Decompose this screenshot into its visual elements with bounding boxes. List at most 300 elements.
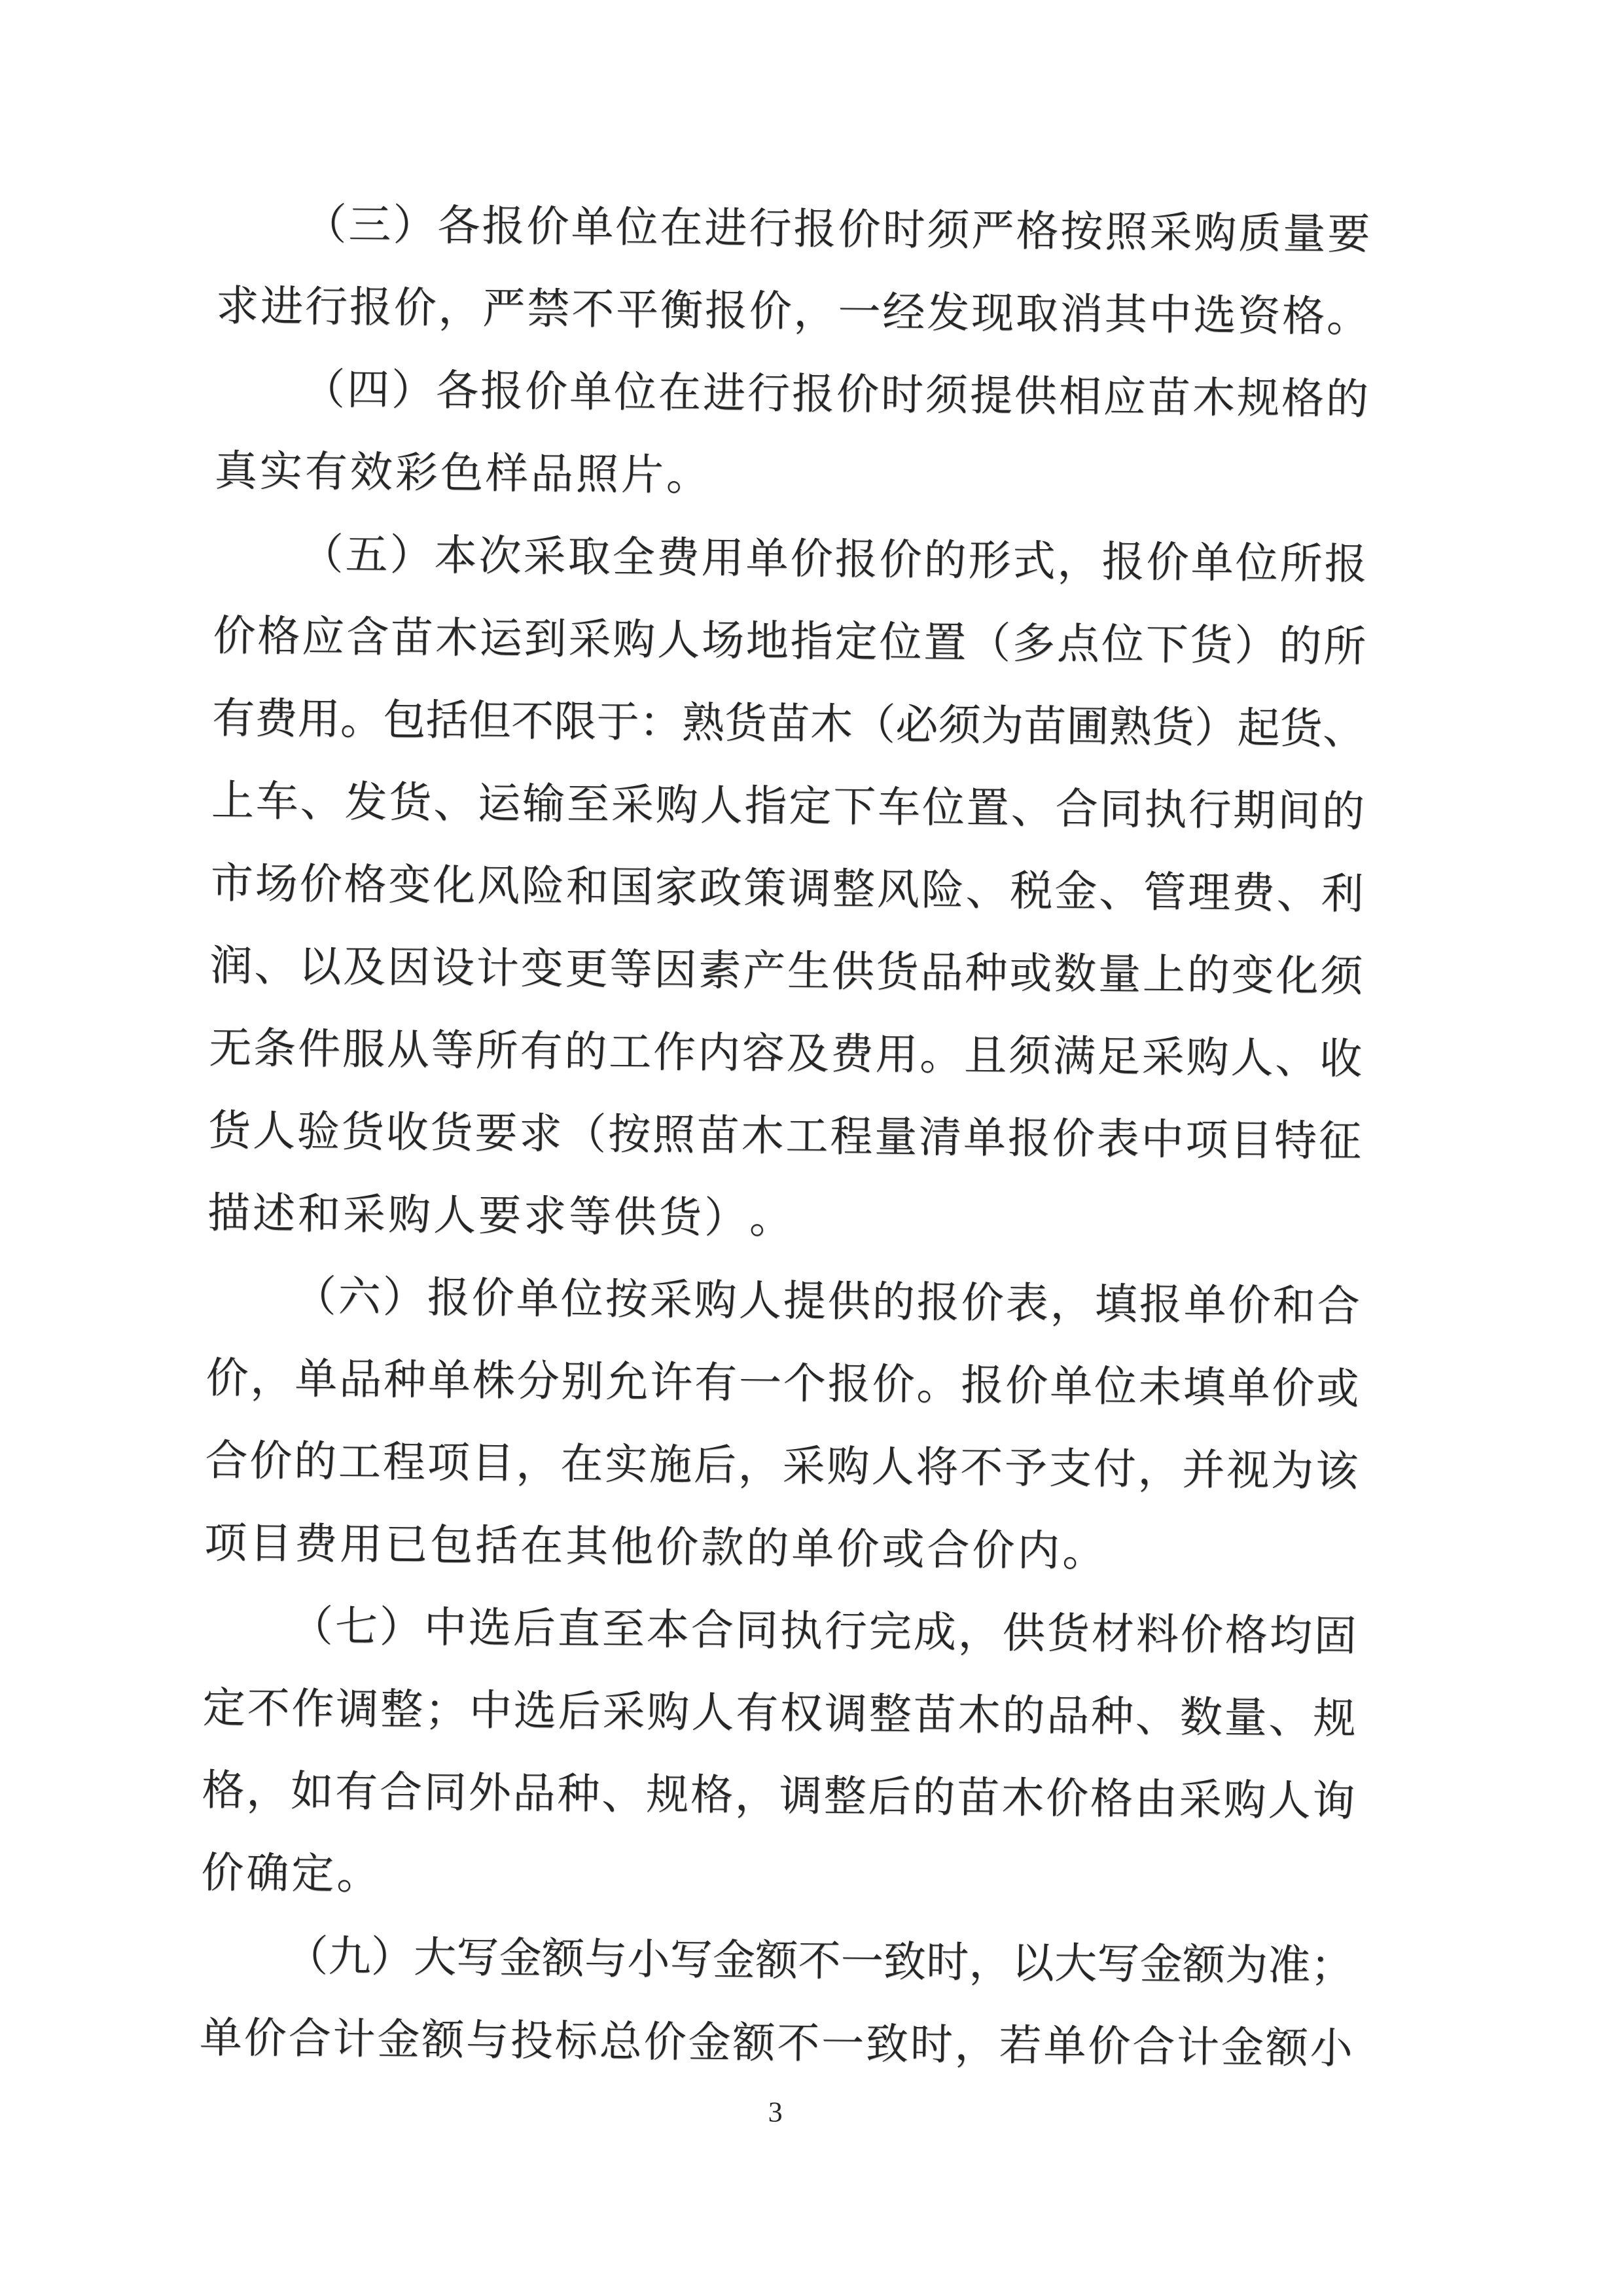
- glyph: 平: [615, 287, 659, 334]
- glyph: 要: [478, 1193, 522, 1240]
- glyph: 位: [613, 369, 657, 417]
- glyph: 式: [1012, 537, 1056, 586]
- glyph: 三: [348, 202, 391, 249]
- glyph: 合: [204, 1437, 248, 1485]
- glyph: 、: [1010, 785, 1054, 833]
- glyph: 规: [645, 1771, 689, 1820]
- glyph: 。: [336, 1851, 380, 1899]
- glyph: 货: [658, 1194, 702, 1242]
- glyph: 时: [882, 206, 925, 255]
- glyph: 价: [879, 536, 922, 584]
- glyph: 并: [1182, 1446, 1225, 1495]
- glyph: 木: [741, 1112, 784, 1160]
- glyph: 发: [344, 779, 387, 827]
- glyph: 调: [779, 1772, 823, 1821]
- glyph: ，: [438, 285, 481, 333]
- glyph: 货: [389, 779, 432, 827]
- glyph: 时: [880, 371, 924, 420]
- glyph: 采: [602, 1688, 645, 1736]
- glyph: 时: [910, 2021, 954, 2070]
- glyph: 七: [334, 1604, 378, 1651]
- glyph: 收: [385, 1109, 429, 1157]
- glyph: 服: [342, 1026, 385, 1074]
- glyph: 格: [1016, 207, 1059, 256]
- glyph: 格: [1090, 1776, 1133, 1823]
- glyph: 合: [1055, 785, 1098, 834]
- glyph: 位: [879, 619, 922, 667]
- text-line-21: [201, 1827, 1355, 1921]
- glyph: 苗: [696, 1112, 740, 1160]
- glyph: 别: [561, 1358, 604, 1406]
- paragraph-indent: [204, 1621, 289, 1623]
- glyph: 要: [1327, 211, 1370, 259]
- glyph: 材: [1091, 1611, 1135, 1659]
- glyph: 化: [432, 862, 476, 910]
- glyph: 购: [694, 1277, 738, 1325]
- glyph: 表: [1005, 1280, 1049, 1328]
- glyph: 变: [520, 945, 564, 994]
- glyph: ，: [954, 2022, 998, 2070]
- glyph: 一: [821, 2020, 865, 2068]
- glyph: 数: [1179, 1694, 1223, 1742]
- glyph: 价: [526, 203, 569, 251]
- glyph: ，: [516, 1440, 559, 1488]
- glyph: 苗: [913, 1691, 957, 1740]
- glyph: ：: [639, 699, 683, 747]
- glyph: 按: [1060, 208, 1103, 257]
- glyph: 及: [342, 944, 386, 992]
- glyph: ，: [738, 1442, 781, 1490]
- paragraph-indent: [207, 1291, 292, 1293]
- glyph: ，: [1057, 538, 1100, 586]
- glyph: 购: [1223, 1777, 1266, 1825]
- glyph: ）: [382, 1274, 426, 1322]
- glyph: 素: [698, 947, 741, 995]
- glyph: 报: [961, 1362, 1004, 1410]
- glyph: 报: [834, 536, 878, 584]
- glyph: 均: [1269, 1612, 1313, 1660]
- text-line-19: [202, 1662, 1356, 1756]
- glyph: 中: [1141, 1116, 1184, 1164]
- glyph: 单: [516, 1275, 560, 1323]
- text-line-4: [214, 425, 1368, 519]
- glyph: 四: [346, 367, 390, 414]
- glyph: 计: [1176, 2024, 1220, 2072]
- glyph: 他: [610, 1524, 654, 1571]
- glyph: 点: [1056, 620, 1100, 669]
- glyph: 款: [700, 1524, 744, 1573]
- glyph: 在: [520, 1522, 563, 1571]
- glyph: 行: [824, 1608, 868, 1656]
- glyph: 特: [1274, 1117, 1317, 1166]
- glyph: 的: [293, 1438, 337, 1486]
- glyph: 单: [427, 1357, 471, 1405]
- glyph: 货: [1046, 1610, 1090, 1659]
- glyph: 直: [557, 1605, 601, 1653]
- glyph: 件: [297, 1026, 341, 1074]
- glyph: 合: [1317, 1283, 1361, 1331]
- glyph: 金: [499, 1935, 542, 1983]
- glyph: 价: [749, 288, 793, 336]
- glyph: 金: [1139, 1941, 1183, 1989]
- glyph: 价: [838, 206, 881, 254]
- glyph: 条: [253, 1025, 296, 1073]
- glyph: 整: [868, 1691, 912, 1739]
- glyph: 现: [971, 290, 1014, 338]
- glyph: 、: [1274, 1035, 1318, 1083]
- glyph: 包: [382, 696, 426, 745]
- glyph: 其: [1104, 291, 1148, 339]
- glyph: 须: [927, 207, 970, 255]
- glyph: 标: [554, 2018, 598, 2066]
- glyph: 小: [1310, 2025, 1353, 2073]
- glyph: 价: [643, 2018, 687, 2067]
- glyph: 致: [883, 1939, 927, 1986]
- glyph: 位: [1094, 1363, 1137, 1411]
- glyph: 格: [690, 1772, 734, 1820]
- glyph: 求: [518, 1110, 562, 1158]
- glyph: 苗: [956, 1774, 1000, 1822]
- glyph: 有: [694, 1359, 738, 1407]
- glyph: 购: [387, 1191, 431, 1240]
- glyph: 总: [599, 2018, 643, 2066]
- glyph: 工: [608, 1029, 652, 1077]
- glyph: ，: [734, 1772, 778, 1820]
- glyph: 风: [476, 863, 520, 910]
- glyph: 险: [921, 867, 965, 915]
- glyph: 应: [301, 613, 345, 662]
- glyph: 要: [474, 1110, 518, 1158]
- text-line-3: [215, 343, 1369, 437]
- text-line-22: [200, 1910, 1354, 2003]
- glyph: 为: [1224, 1942, 1268, 1990]
- glyph: 投: [510, 2017, 554, 2066]
- glyph: （: [967, 620, 1011, 668]
- glyph: 中: [469, 1687, 512, 1735]
- glyph: ，: [1050, 1280, 1094, 1329]
- glyph: 取: [567, 533, 611, 582]
- glyph: （: [304, 201, 347, 249]
- glyph: 形: [968, 537, 1011, 585]
- glyph: 本: [646, 1606, 690, 1655]
- glyph: 质: [1238, 210, 1281, 258]
- glyph: 供: [1014, 372, 1058, 421]
- glyph: 个: [783, 1360, 827, 1408]
- glyph: 圃: [1066, 703, 1109, 751]
- glyph: 以: [298, 943, 342, 992]
- glyph: 付: [1093, 1446, 1137, 1494]
- glyph: 额: [1182, 1941, 1226, 1990]
- glyph: 价: [1272, 1365, 1315, 1413]
- glyph: 目: [249, 1520, 293, 1568]
- glyph: 作: [291, 1685, 334, 1734]
- glyph: 完: [868, 1608, 912, 1657]
- glyph: 到: [524, 615, 567, 664]
- glyph: 人: [252, 1107, 296, 1156]
- text-line-18: [203, 1580, 1357, 1674]
- glyph: 车: [255, 778, 299, 826]
- glyph: 视: [1226, 1447, 1270, 1495]
- glyph: 策: [743, 865, 787, 913]
- glyph: 固: [1313, 1613, 1357, 1661]
- glyph: 运: [477, 780, 521, 828]
- glyph: 分: [516, 1357, 560, 1406]
- glyph: 经: [882, 289, 925, 337]
- glyph: 照: [652, 1111, 696, 1160]
- glyph: 的: [912, 1774, 955, 1822]
- glyph: 工: [338, 1439, 382, 1486]
- glyph: 种: [383, 1356, 427, 1405]
- glyph: 报: [1139, 1281, 1183, 1329]
- glyph: 设: [431, 944, 475, 993]
- glyph: 至: [601, 1605, 645, 1654]
- glyph: 整: [832, 866, 876, 914]
- glyph: 填: [1183, 1364, 1226, 1412]
- glyph: 后: [693, 1442, 737, 1490]
- glyph: 内: [697, 1030, 741, 1077]
- glyph: 货: [430, 1109, 473, 1158]
- glyph: 含: [346, 614, 389, 662]
- glyph: 未: [1138, 1363, 1182, 1412]
- glyph: 生: [787, 948, 830, 996]
- glyph: 多: [1012, 620, 1056, 668]
- glyph: 单: [569, 368, 613, 417]
- glyph: 计: [332, 2016, 376, 2064]
- glyph: 有: [211, 695, 255, 743]
- glyph: 品: [530, 450, 574, 499]
- glyph: 费: [255, 695, 298, 744]
- glyph: ，: [1137, 1446, 1181, 1494]
- glyph: 报: [704, 287, 748, 335]
- glyph: 价: [836, 371, 880, 419]
- glyph: 木: [957, 1692, 1001, 1740]
- glyph: 在: [658, 369, 702, 418]
- glyph: 写: [456, 1934, 499, 1982]
- glyph: 报: [1324, 541, 1367, 589]
- glyph: 效: [349, 449, 393, 497]
- glyph: 人: [690, 1689, 734, 1737]
- text-line-15: [205, 1333, 1359, 1426]
- glyph: 述: [252, 1190, 296, 1238]
- glyph: 费: [830, 1031, 874, 1079]
- glyph: 严: [482, 285, 526, 333]
- glyph: 额: [755, 1937, 798, 1985]
- glyph: 若: [999, 2022, 1042, 2070]
- glyph: ）: [391, 367, 435, 415]
- glyph: 种: [1090, 1693, 1134, 1741]
- glyph: 等: [568, 1193, 612, 1242]
- glyph: 置: [966, 785, 1010, 833]
- text-line-5: [213, 508, 1367, 601]
- glyph: 必: [895, 702, 938, 749]
- glyph: 人: [700, 782, 743, 830]
- glyph: 品: [338, 1356, 382, 1404]
- glyph: 额: [421, 2017, 465, 2064]
- glyph: 施: [649, 1441, 692, 1490]
- glyph: 和: [565, 863, 609, 912]
- glyph: 用: [297, 696, 341, 744]
- glyph: 供: [827, 1278, 871, 1326]
- glyph: 为: [1270, 1447, 1314, 1496]
- glyph: 不: [798, 1937, 841, 1986]
- glyph: 或: [881, 1526, 925, 1574]
- glyph: 因: [387, 944, 431, 992]
- glyph: 苗: [1147, 374, 1191, 422]
- glyph: 验: [296, 1108, 340, 1157]
- glyph: 求: [523, 1193, 567, 1241]
- glyph: 位: [615, 204, 658, 252]
- glyph: 和: [297, 1191, 341, 1239]
- text-line-16: [205, 1415, 1359, 1509]
- glyph: 项: [1185, 1117, 1228, 1165]
- glyph: 费: [656, 534, 700, 583]
- glyph: 位: [921, 784, 965, 833]
- glyph: 但: [468, 697, 512, 745]
- glyph: 行: [1188, 787, 1232, 835]
- glyph: 。: [666, 452, 709, 500]
- glyph: 风: [876, 866, 920, 914]
- glyph: 苗: [1023, 703, 1067, 751]
- glyph: 。: [749, 1195, 793, 1243]
- glyph: 金: [377, 2016, 420, 2064]
- glyph: 或: [1008, 950, 1052, 998]
- glyph: 合: [690, 1607, 734, 1655]
- glyph: 所: [1323, 623, 1366, 672]
- glyph: 不: [571, 286, 615, 334]
- glyph: 选: [468, 1605, 512, 1653]
- glyph: ，: [969, 1939, 1012, 1987]
- glyph: 须: [1008, 1032, 1052, 1081]
- glyph: 价: [790, 535, 833, 584]
- glyph: 有: [304, 448, 348, 497]
- glyph: 量: [1224, 1695, 1268, 1742]
- text-line-7: [212, 673, 1366, 766]
- glyph: 从: [386, 1026, 430, 1075]
- text-line-8: [211, 755, 1364, 849]
- glyph: 价: [299, 861, 342, 909]
- glyph: ）: [1234, 622, 1277, 670]
- glyph: 润: [209, 942, 253, 990]
- glyph: 报: [349, 284, 393, 332]
- glyph: 的: [564, 1028, 607, 1076]
- glyph: 价: [471, 1275, 515, 1323]
- paragraph-indent: [200, 1951, 285, 1952]
- glyph: 目: [471, 1440, 514, 1488]
- glyph: 合: [288, 2015, 331, 2064]
- glyph: 按: [605, 1276, 649, 1324]
- glyph: 样: [485, 450, 529, 498]
- glyph: 包: [429, 1522, 473, 1570]
- glyph: 及: [786, 1030, 830, 1079]
- glyph: 各: [435, 367, 479, 416]
- glyph: 进: [260, 283, 304, 331]
- glyph: 照: [575, 451, 619, 499]
- glyph: 实: [259, 448, 303, 496]
- glyph: （: [563, 1111, 607, 1158]
- glyph: 的: [745, 1525, 789, 1573]
- glyph: 为: [980, 702, 1024, 751]
- glyph: 描: [207, 1190, 251, 1238]
- glyph: 的: [1325, 376, 1369, 424]
- glyph: 片: [620, 452, 664, 499]
- glyph: 一: [738, 1359, 782, 1408]
- glyph: 许: [649, 1359, 693, 1407]
- glyph: 规: [1236, 375, 1280, 423]
- glyph: 品: [920, 949, 963, 997]
- glyph: 定: [788, 783, 832, 831]
- glyph: 须: [1320, 953, 1363, 1001]
- glyph: 中: [1149, 291, 1192, 340]
- glyph: 、: [965, 867, 1008, 915]
- glyph: 真: [214, 448, 258, 495]
- glyph: 格: [1281, 375, 1325, 423]
- glyph: 大: [413, 1934, 457, 1982]
- glyph: 金: [712, 1937, 756, 1985]
- glyph: 致: [865, 2020, 909, 2069]
- page-footer: [199, 2086, 1353, 2139]
- glyph: 货: [341, 1109, 385, 1157]
- glyph: 写: [669, 1936, 713, 1984]
- glyph: 木: [435, 615, 478, 663]
- glyph: 价: [872, 1361, 915, 1409]
- glyph: 征: [1318, 1118, 1362, 1166]
- glyph: 同: [1099, 786, 1143, 834]
- glyph: 所: [1279, 540, 1323, 588]
- glyph: 一: [838, 289, 881, 336]
- glyph: 。: [1062, 1528, 1105, 1576]
- glyph: 人: [656, 617, 700, 665]
- glyph: 有: [334, 1768, 378, 1816]
- glyph: 单: [571, 204, 614, 252]
- glyph: 工: [785, 1113, 829, 1161]
- glyph: 价: [1052, 1115, 1096, 1164]
- glyph: 容: [741, 1030, 785, 1078]
- glyph: 按: [607, 1111, 651, 1159]
- glyph: 金: [688, 2019, 731, 2067]
- glyph: 指: [744, 782, 787, 831]
- glyph: 下: [1145, 621, 1189, 670]
- glyph: 险: [521, 863, 565, 911]
- glyph: 予: [1004, 1444, 1048, 1493]
- glyph: ）: [1194, 704, 1238, 753]
- glyph: 费: [294, 1520, 338, 1569]
- glyph: 该: [1315, 1448, 1359, 1496]
- glyph: 价: [1087, 2023, 1131, 2071]
- glyph: 单: [1190, 539, 1234, 588]
- text-line-6: [213, 590, 1366, 684]
- glyph: 指: [790, 618, 834, 666]
- glyph: 所: [475, 1028, 518, 1075]
- glyph: 购: [1194, 209, 1237, 258]
- text-line-13: [207, 1168, 1361, 1261]
- glyph: 规: [1313, 1695, 1356, 1744]
- glyph: 已: [384, 1521, 428, 1570]
- glyph: 输: [522, 780, 565, 829]
- glyph: 等: [609, 946, 652, 994]
- glyph: 报: [1101, 539, 1145, 586]
- glyph: 品: [1046, 1693, 1090, 1741]
- glyph: 不: [776, 2020, 820, 2068]
- glyph: 报: [482, 203, 525, 251]
- glyph: 将: [915, 1444, 959, 1492]
- glyph: 以: [1011, 1939, 1055, 1988]
- glyph: 的: [1321, 788, 1365, 836]
- text-line-11: [209, 1003, 1363, 1096]
- glyph: 五: [345, 531, 388, 579]
- glyph: 费: [1232, 870, 1275, 918]
- glyph: 程: [830, 1113, 873, 1161]
- glyph: 和: [1272, 1282, 1316, 1331]
